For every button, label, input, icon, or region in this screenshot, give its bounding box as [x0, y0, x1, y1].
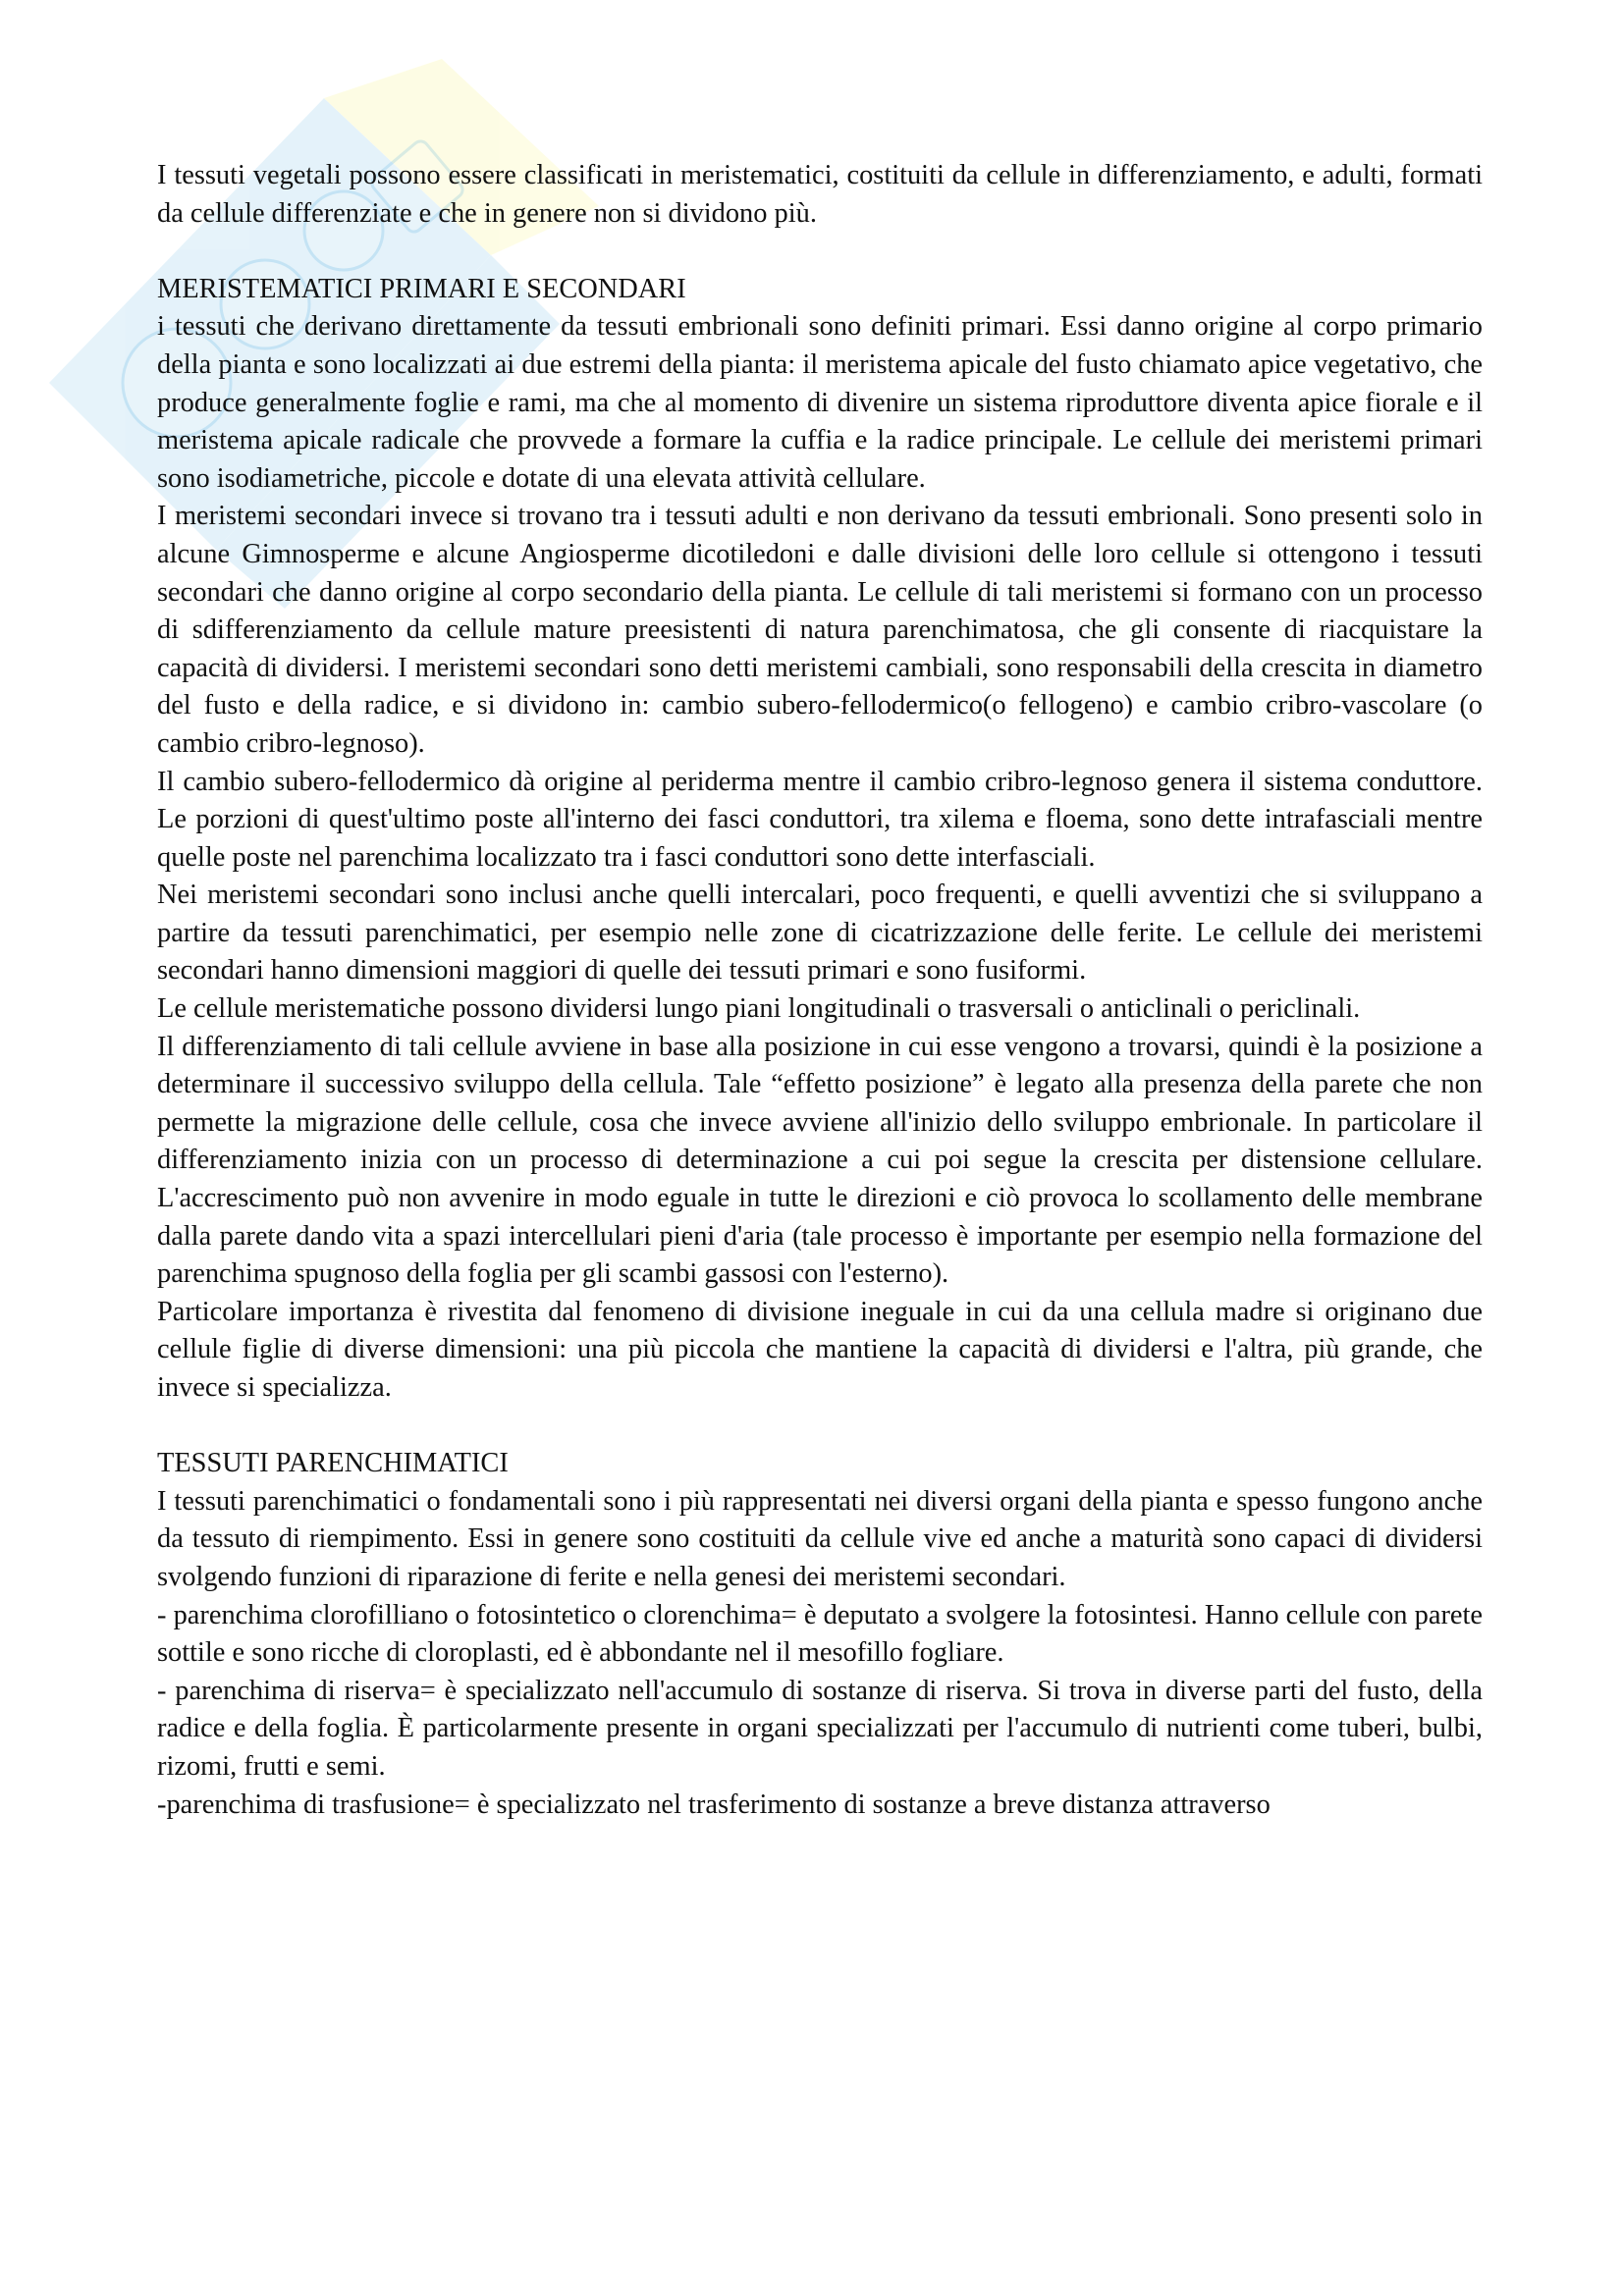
section-heading-meristematici: MERISTEMATICI PRIMARI E SECONDARI [157, 273, 686, 304]
paragraph: Il cambio subero-fellodermico dà origine al periderma mentre il cambio cribro-legnoso genera il sistema conduttore. Le porzioni di quest'ultimo poste all'interno dei fasci conduttori, tra xilema e floema, sono dette intrafasciali mentre quelle poste nel parenchima localizzato tra i fasci conduttori sono dette interfasciali. [157, 766, 1483, 873]
paragraph: I tessuti parenchimatici o fondamentali sono i più rappresentati nei diversi organi della pianta e spesso fungono anche da tessuto di riempimento. Essi in genere sono costituiti da cellule vive ed anche a maturità sono capaci di dividersi svolgendo funzioni di riparazione di ferite e nella genesi dei meristemi secondari. [157, 1485, 1483, 1592]
list-item: - parenchima di riserva= è specializzato nell'accumulo di sostanze di riserva. Si trova in diverse parti del fusto, della radice e della foglia. È particolarmente presente in organi specializzati per l'accumulo di nutrienti come tuberi, bulbi, rizomi, frutti e semi. [157, 1675, 1483, 1782]
paragraph: Il differenziamento di tali cellule avviene in base alla posizione in cui esse vengono a trovarsi, quindi è la posizione a determinare il successivo sviluppo della cellula. Tale “effetto posizione” è legato alla presenza della parete che non permette la migrazione delle cellule, cosa che invece avviene all'inizio dello sviluppo embrionale. In particolare il differenziamento inizia con un processo di determinazione a cui poi segue la crescita per distensione cellulare. L'accrescimento può non avvenire in modo eguale in tutte le direzioni e ciò provoca lo scollamento delle membrane dalla parete dando vita a spazi intercellulari pieni d'aria (tale processo è importante per esempio nella formazione del parenchima spugnoso della foglia per gli scambi gassosi con l'esterno). [157, 1031, 1483, 1290]
section-parenchimatici [157, 1445, 1483, 1824]
paragraph: I meristemi secondari invece si trovano tra i tessuti adulti e non derivano da tessuti embrionali. Sono presenti solo in alcune Gimnosperme e alcune Angiosperme dicotiledoni e dalle divisioni delle loro cellule si ottengono i tessuti secondari che danno origine al corpo secondario della pianta. Le cellule di tali meristemi si formano con un processo di sdifferenziamento da cellule mature preesistenti di natura parenchimatosa, che gli consente di riacquistare la capacità di dividersi. I meristemi secondari sono detti meristemi cambiali, sono responsabili della crescita in diametro del fusto e della radice, e si dividono in: cambio subero-fellodermico(o fellogeno) e cambio cribro-vascolare (o cambio cribro-legnoso). [157, 501, 1483, 759]
paragraph: Le cellule meristematiche possono dividersi lungo piani longitudinali o trasversali o anticlinali o periclinali. [157, 993, 1361, 1025]
list-item: -parenchima di trasfusione= è specializzato nel trasferimento di sostanze a breve distanza attraverso [157, 1789, 1271, 1820]
section-meristematici [157, 271, 1483, 1408]
paragraph: i tessuti che derivano direttamente da tessuti embrionali sono definiti primari. Essi danno origine al corpo primario della pianta e sono localizzati ai due estremi della pianta: il meristema apicale del fusto chiamato apice vegetativo, che produce generalmente foglie e rami, ma che al momento di divenire un sistema riproduttore diventa apice fiorale e il meristema apicale radicale che provvede a formare la cuffia e la radice principale. Le cellule dei meristemi primari sono isodiametriche, piccole e dotate di una elevata attività cellulare. [157, 311, 1483, 494]
document-page [157, 157, 1483, 1824]
intro-paragraph: I tessuti vegetali possono essere classificati in meristematici, costituiti da cellule in differenziamento, e adulti, formati da cellule differenziate e che in genere non si dividono più. [157, 160, 1483, 229]
paragraph: Particolare importanza è rivestita dal fenomeno di divisione ineguale in cui da una cellula madre si originano due cellule figlie di diverse dimensioni: una più piccola che mantiene la capacità di dividersi e l'altra, più grande, che invece si specializza. [157, 1296, 1483, 1403]
list-item: - parenchima clorofilliano o fotosintetico o clorenchima= è deputato a svolgere la fotosintesi. Hanno cellule con parete sottile e sono ricche di cloroplasti, ed è abbondante nel il mesofillo fogliare. [157, 1599, 1483, 1669]
paragraph: Nei meristemi secondari sono inclusi anche quelli intercalari, poco frequenti, e quelli avventizi che si sviluppano a partire da tessuti parenchimatici, per esempio nelle zone di cicatrizzazione delle ferite. Le cellule dei meristemi secondari hanno dimensioni maggiori di quelle dei tessuti primari e sono fusiformi. [157, 880, 1483, 987]
section-heading-parenchimatici: TESSUTI PARENCHIMATICI [157, 1448, 509, 1479]
